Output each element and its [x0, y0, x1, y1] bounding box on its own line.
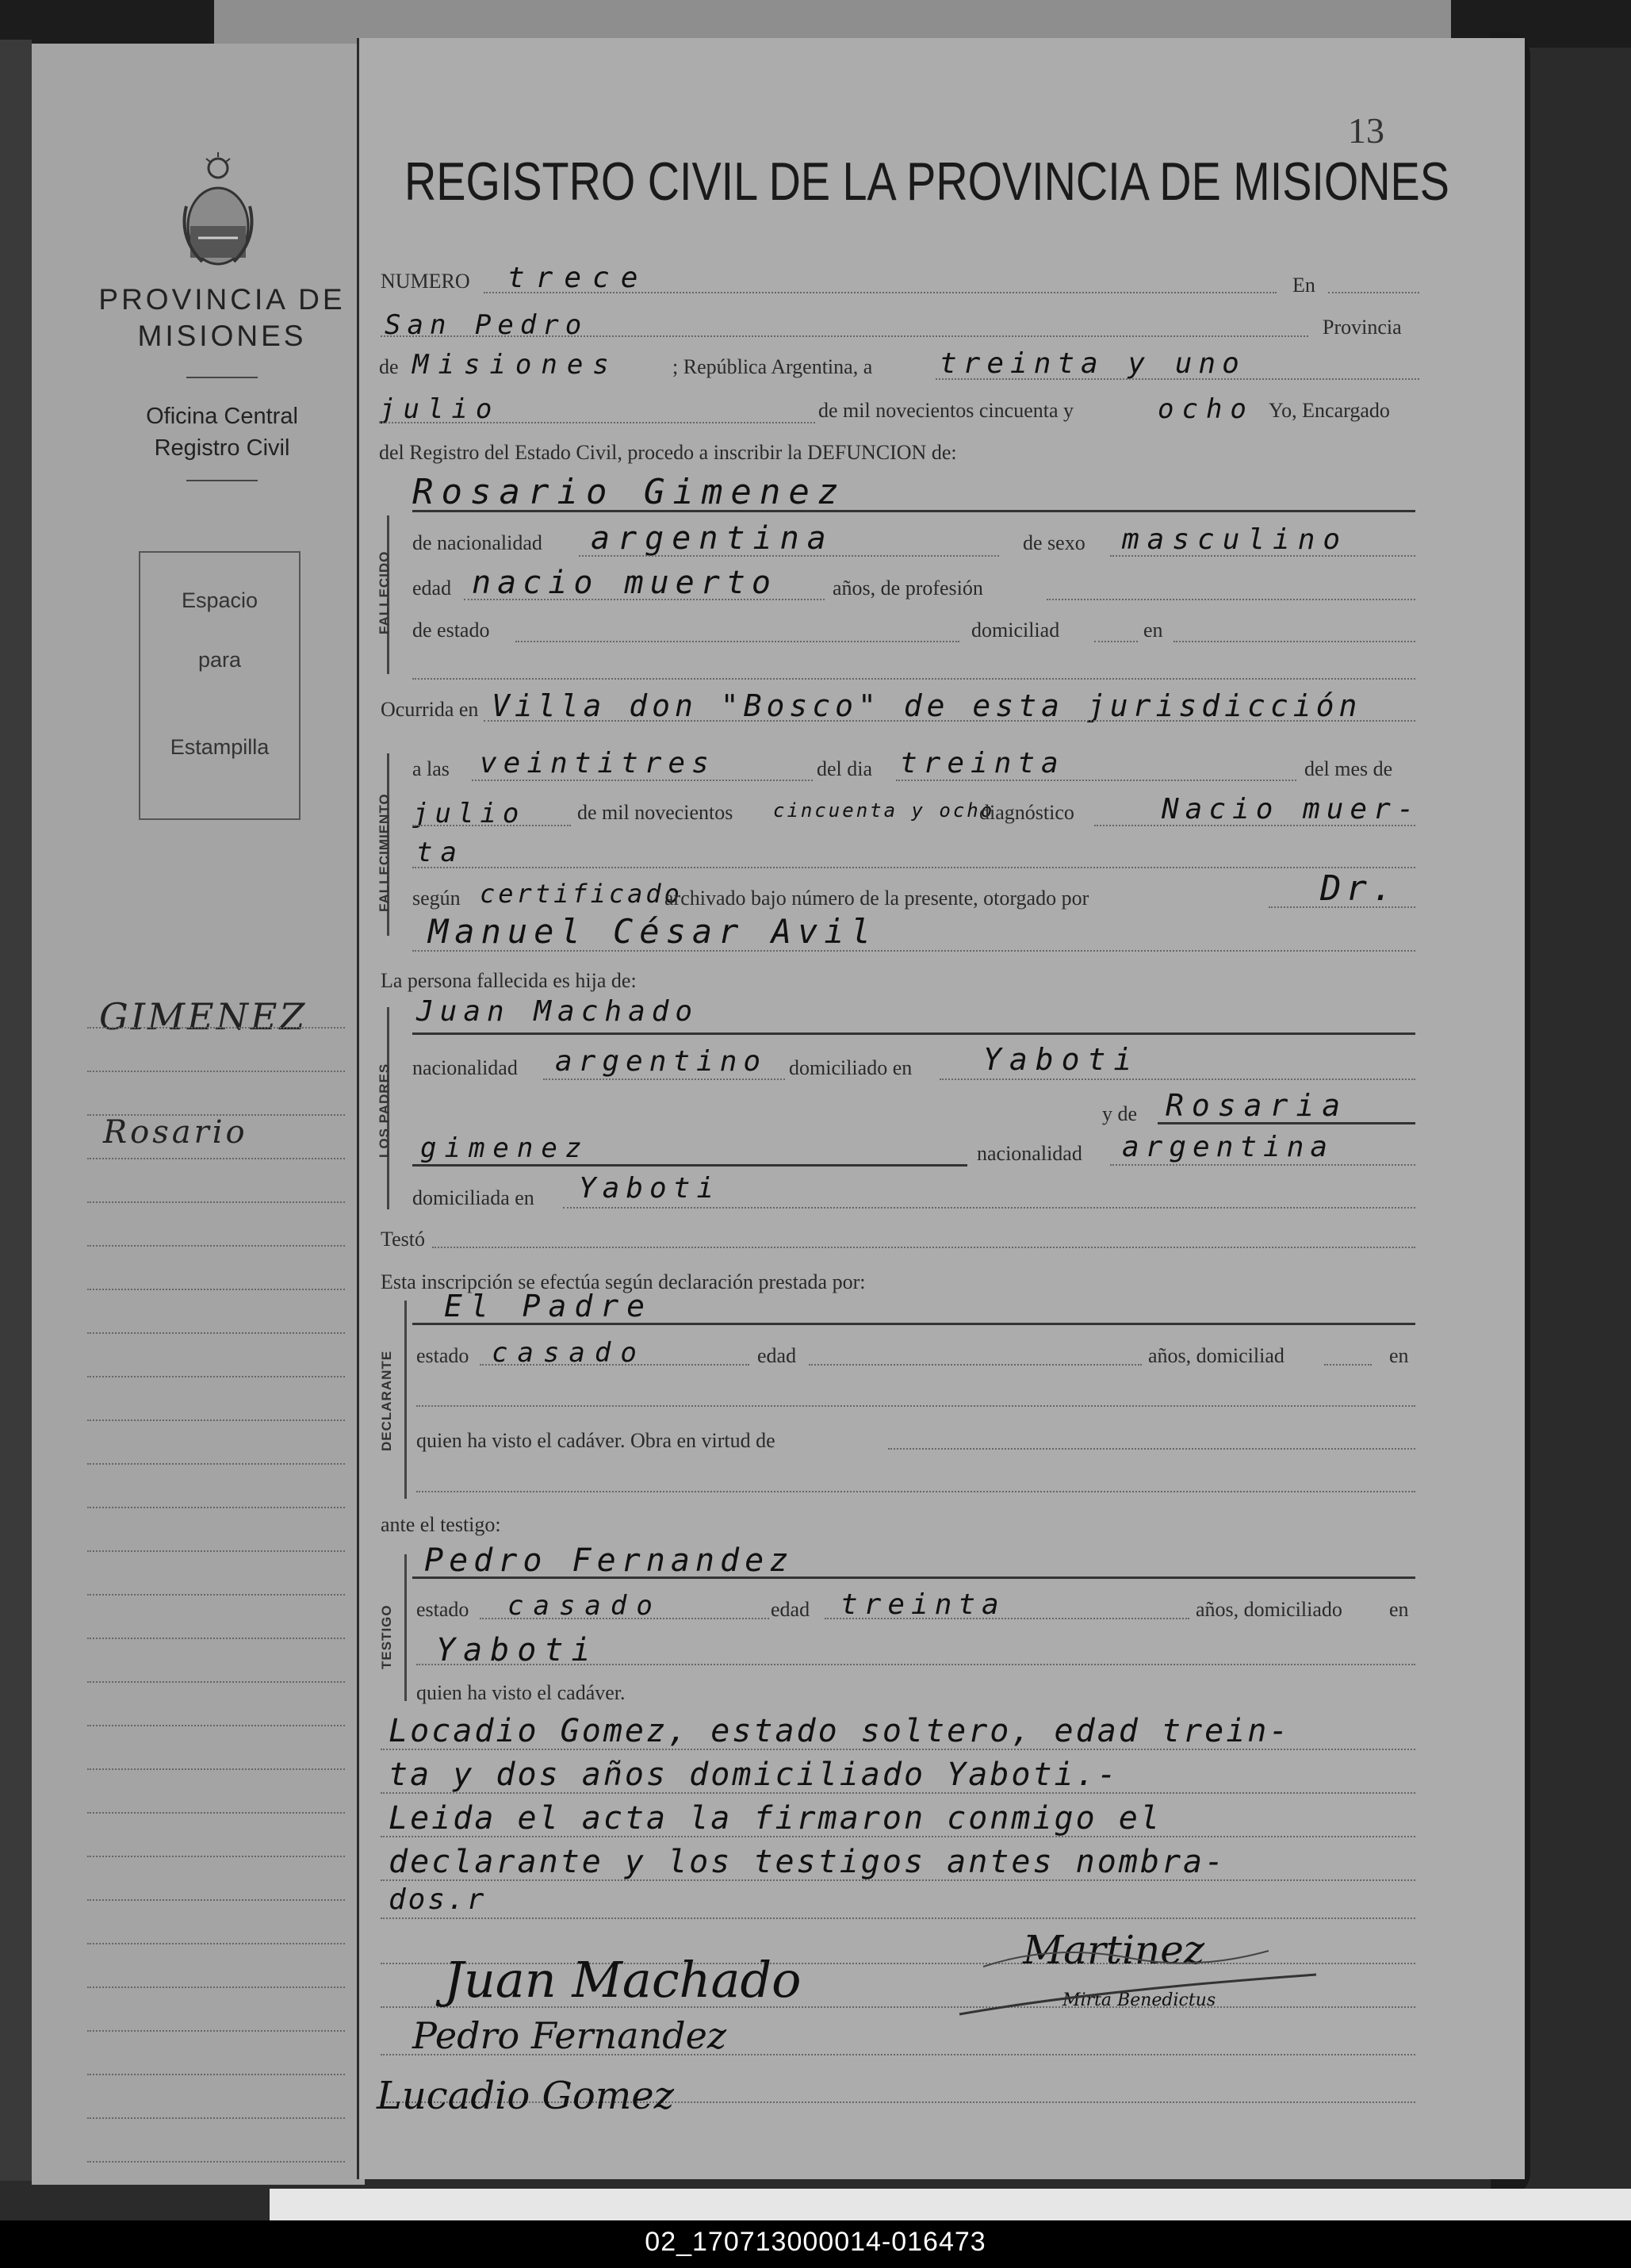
section-label-fallecimiento: FALLECIMIENTO: [377, 793, 392, 912]
dotted-line: [381, 335, 1308, 337]
day-value: treinta y uno: [940, 347, 1246, 380]
margin-ruled-line: [87, 1638, 345, 1639]
anos-domiciliad-label: años, domiciliad: [1148, 1344, 1285, 1367]
signature-flourish: [936, 1935, 1332, 2030]
margin-ruled-line: [87, 1550, 345, 1552]
office-line-1: Oficina Central: [146, 404, 298, 429]
diagnostico-value-2: ta: [416, 837, 465, 868]
edad-value: treinta: [840, 1588, 1005, 1621]
dotted-line: [825, 1618, 1189, 1619]
section-bracket: [404, 1301, 407, 1499]
madre-value-2: gimenez: [420, 1132, 590, 1164]
dotted-line: [381, 1836, 1415, 1837]
dotted-line: [412, 950, 1415, 952]
domiciliada-value: Yaboti: [579, 1172, 721, 1205]
dotted-line: [936, 378, 1419, 380]
sexo-label: de sexo: [1023, 531, 1085, 554]
estado-label: estado: [416, 1598, 469, 1621]
provincia-label: Provincia: [1323, 316, 1402, 339]
domiciliado-label: domiciliado en: [789, 1056, 913, 1079]
margin-ruled-line: [87, 1289, 345, 1290]
anos-domiciliado-label: años, domiciliado: [1196, 1598, 1342, 1621]
en-label: en: [1389, 1344, 1409, 1367]
nacionalidad-label: de nacionalidad: [412, 531, 542, 554]
margin-ruled-line: [87, 1463, 345, 1465]
registro-label: del Registro del Estado Civil, procedo a inscribir la DEFUNCION de:: [379, 441, 957, 464]
signature-5: Mirta Benedictus: [1062, 1990, 1216, 2010]
encargado-label: Yo, Encargado: [1269, 399, 1390, 422]
en-label: en: [1143, 619, 1163, 642]
signature-4: Martinez: [1023, 1927, 1205, 1973]
margin-ruled-line: [87, 1201, 345, 1203]
dotted-line: [480, 1618, 769, 1619]
doctor-value: Manuel César Avil: [428, 912, 877, 951]
dotted-line: [1110, 1164, 1415, 1166]
dotted-line: [1269, 906, 1415, 908]
note-line-2: ta y dos años domiciliado Yaboti.-: [389, 1757, 1119, 1793]
margin-ruled-line: [87, 1027, 345, 1029]
place-value: San Pedro: [385, 309, 588, 341]
dotted-line: [1173, 641, 1415, 642]
yde-label: y de: [1102, 1102, 1138, 1125]
inscripcion-label: Esta inscripción se efectúa según declaración prestada por:: [381, 1270, 866, 1293]
note-line-3: Leida el acta la firmaron conmigo el: [389, 1800, 1162, 1837]
anio-value: cincuenta y ocho: [773, 799, 995, 822]
dotted-line: [480, 1364, 749, 1366]
margin-surname: GIMENEZ: [99, 995, 308, 1038]
republica-label: ; República Argentina, a: [672, 355, 873, 378]
nacionalidad-label: nacionalidad: [412, 1056, 518, 1079]
estado-label: de estado: [412, 619, 490, 642]
deldia-label: del dia: [817, 757, 873, 780]
margin-ruled-line: [87, 2161, 345, 2163]
nacionalidad-value: argentina: [591, 520, 834, 557]
dotted-line: [896, 780, 1296, 781]
dotted-line: [579, 555, 999, 557]
name-underline: [412, 1323, 1415, 1325]
testigo-name: Pedro Fernandez: [424, 1542, 794, 1579]
en-label: en: [1389, 1598, 1409, 1621]
name-underline: [412, 1032, 1415, 1035]
signature-2: Pedro Fernandez: [412, 2014, 727, 2057]
year-label: de mil novecientos cincuenta y: [818, 399, 1074, 422]
quien-label: quien ha visto el cadáver.: [416, 1681, 626, 1704]
de-label: de: [379, 355, 399, 378]
margin-ruled-line: [87, 1419, 345, 1421]
deceased-name: Rosario Gimenez: [412, 472, 847, 512]
province-value: Misiones: [412, 349, 618, 381]
divider: [186, 377, 258, 378]
province-name: PROVINCIA DE MISIONES: [98, 283, 346, 352]
note-line-4: declarante y los testigos antes nombra-: [389, 1844, 1227, 1880]
margin-ruled-line: [87, 1158, 345, 1159]
document-id: 02_170713000014-016473: [645, 2227, 986, 2257]
margin-ruled-line: [87, 1594, 345, 1596]
dotted-line: [472, 780, 813, 781]
section-bracket: [404, 1554, 407, 1701]
margin-ruled-line: [87, 1812, 345, 1814]
edad-label: edad: [412, 577, 452, 600]
name-underline: [412, 1164, 967, 1167]
dotted-line: [515, 641, 959, 642]
edad-label: edad: [757, 1344, 797, 1367]
margin-ruled-line: [87, 1507, 345, 1508]
dotted-line: [416, 1491, 1415, 1492]
name-underline: [412, 510, 1415, 512]
dotted-line: [1094, 825, 1415, 826]
sexo-value: masculino: [1122, 523, 1349, 556]
otorgado-value: Dr.: [1320, 868, 1398, 909]
dotted-line: [1328, 292, 1419, 293]
testo-label: Testó: [381, 1228, 425, 1251]
dotted-line: [484, 292, 1277, 293]
delmes-label: del mes de: [1304, 757, 1393, 780]
quien-label: quien ha visto el cadáver. Obra en virtud de: [416, 1429, 775, 1452]
dotted-line: [412, 867, 1415, 868]
dotted-line: [432, 1247, 1415, 1248]
margin-ruled-line: [87, 2117, 345, 2119]
margin-ruled-line: [87, 1725, 345, 1726]
diagnostico-value: Nacio muer-: [1162, 793, 1421, 826]
stamp-label-3: Estampilla: [170, 735, 270, 759]
coat-of-arms-icon: [174, 151, 262, 270]
year-value: ocho: [1158, 393, 1254, 425]
dotted-line: [543, 1078, 785, 1080]
dotted-line: [379, 422, 815, 423]
margin-ruled-line: [87, 1332, 345, 1334]
anos-profesion-label: años, de profesión: [833, 577, 983, 600]
dotted-line: [940, 1078, 1415, 1080]
dotted-line: [484, 720, 1415, 722]
name-underline: [1158, 1122, 1415, 1124]
ocurrida-value: Villa don "Bosco" de esta jurisdicción: [492, 688, 1362, 723]
ocurrida-label: Ocurrida en: [381, 698, 479, 721]
bottom-page-edge: [270, 2189, 1631, 2220]
margin-ruled-line: [87, 1681, 345, 1683]
dotted-line: [563, 1207, 1415, 1209]
margin-ruled-line: [87, 2074, 345, 2075]
edad-value: nacio muerto: [472, 565, 777, 601]
dotted-line: [464, 599, 825, 600]
estado-label: estado: [416, 1344, 469, 1367]
ante-testigo-label: ante el testigo:: [381, 1513, 501, 1536]
dotted-line: [412, 678, 1415, 680]
book-spine-left: [0, 40, 32, 2181]
dotted-line: [381, 1749, 1415, 1750]
page-number: 13: [1348, 110, 1384, 151]
archivado-label: archivado bajo número de la presente, otorgado por: [664, 887, 1089, 910]
page-title: REGISTRO CIVIL DE LA PROVINCIA DE MISIONES: [404, 151, 1449, 212]
diagnostico-label: diagnóstico: [979, 801, 1074, 824]
margin-ruled-line: [87, 1114, 345, 1116]
section-label-testigo: TESTIGO: [379, 1604, 394, 1669]
segun-label: según: [412, 887, 461, 910]
domiciliado-value: Yaboti: [983, 1042, 1140, 1077]
numero-label: NUMERO: [381, 270, 470, 293]
margin-ruled-line: [87, 1986, 345, 1988]
office-name: [71, 400, 373, 464]
dotted-line: [416, 1664, 1415, 1665]
dotted-line: [809, 1364, 1142, 1366]
dotted-line: [1094, 641, 1138, 642]
margin-ruled-line: [87, 1856, 345, 1857]
declarante-name: El Padre: [444, 1289, 653, 1324]
note-line-1: Locadio Gomez, estado soltero, edad trein-: [389, 1713, 1291, 1749]
margin-ruled-line: [87, 1071, 345, 1072]
stamp-label-2: para: [197, 648, 242, 672]
estado-value: casado: [492, 1337, 646, 1369]
dotted-line: [381, 1792, 1415, 1794]
dotted-line: [416, 1405, 1415, 1407]
name-underline: [412, 1576, 1415, 1579]
margin-ruled-line: [87, 2030, 345, 2032]
office-line-2: Registro Civil: [154, 435, 290, 461]
margin-ruled-line: [87, 1768, 345, 1770]
dotted-line: [412, 825, 571, 826]
padre-value: Juan Machado: [416, 995, 699, 1028]
stamp-box: [139, 551, 301, 820]
margin-ruled-line: [87, 1899, 345, 1901]
section-label-declarante: DECLARANTE: [379, 1350, 394, 1451]
mes-value: julio: [412, 798, 526, 829]
segun-value: certificado: [480, 879, 683, 909]
dotted-line: [381, 1879, 1415, 1881]
domiciliada-label: domiciliada en: [412, 1186, 534, 1209]
margin-ruled-line: [87, 1245, 345, 1247]
numero-value: trece: [507, 262, 649, 294]
signature-1: Juan Machado: [444, 1951, 802, 2009]
nacionalidad-value: argentino: [555, 1045, 768, 1078]
alas-label: a las: [412, 757, 450, 780]
hora-value: veintitres: [480, 747, 715, 780]
nacionalidad2-value: argentina: [1122, 1131, 1334, 1163]
month-value: julio: [379, 393, 500, 425]
signature-3: Lucadio Gomez: [377, 2074, 674, 2118]
section-label-padres: LOS PADRES: [377, 1063, 392, 1158]
note-line-5: dos.r: [389, 1883, 487, 1916]
nacionalidad2-label: nacionalidad: [977, 1142, 1082, 1165]
novecientos-label: de mil novecientos: [577, 801, 733, 824]
dotted-line: [1110, 555, 1415, 557]
dotted-line: [1324, 1364, 1372, 1366]
dotted-line: [381, 1917, 1415, 1919]
stamp-label-1: Espacio: [181, 588, 258, 612]
dotted-line: [1047, 599, 1415, 600]
en-label: En: [1292, 274, 1315, 297]
edad-label: edad: [771, 1598, 810, 1621]
estado-value: casado: [507, 1590, 662, 1622]
testigo-domicilio: Yaboti: [436, 1632, 599, 1668]
domiciliado-label: domiciliad: [971, 619, 1060, 642]
hija-label: La persona fallecida es hija de:: [381, 969, 637, 992]
margin-ruled-line: [87, 1943, 345, 1944]
margin-ruled-line: [87, 1376, 345, 1377]
dotted-line: [888, 1448, 1415, 1450]
margin-given-name: Rosario: [103, 1114, 248, 1151]
section-label-fallecido: FALLECIDO: [377, 550, 392, 634]
madre-value-1: Rosaria: [1166, 1088, 1349, 1123]
divider: [186, 480, 258, 481]
dia-value: treinta: [900, 747, 1065, 780]
